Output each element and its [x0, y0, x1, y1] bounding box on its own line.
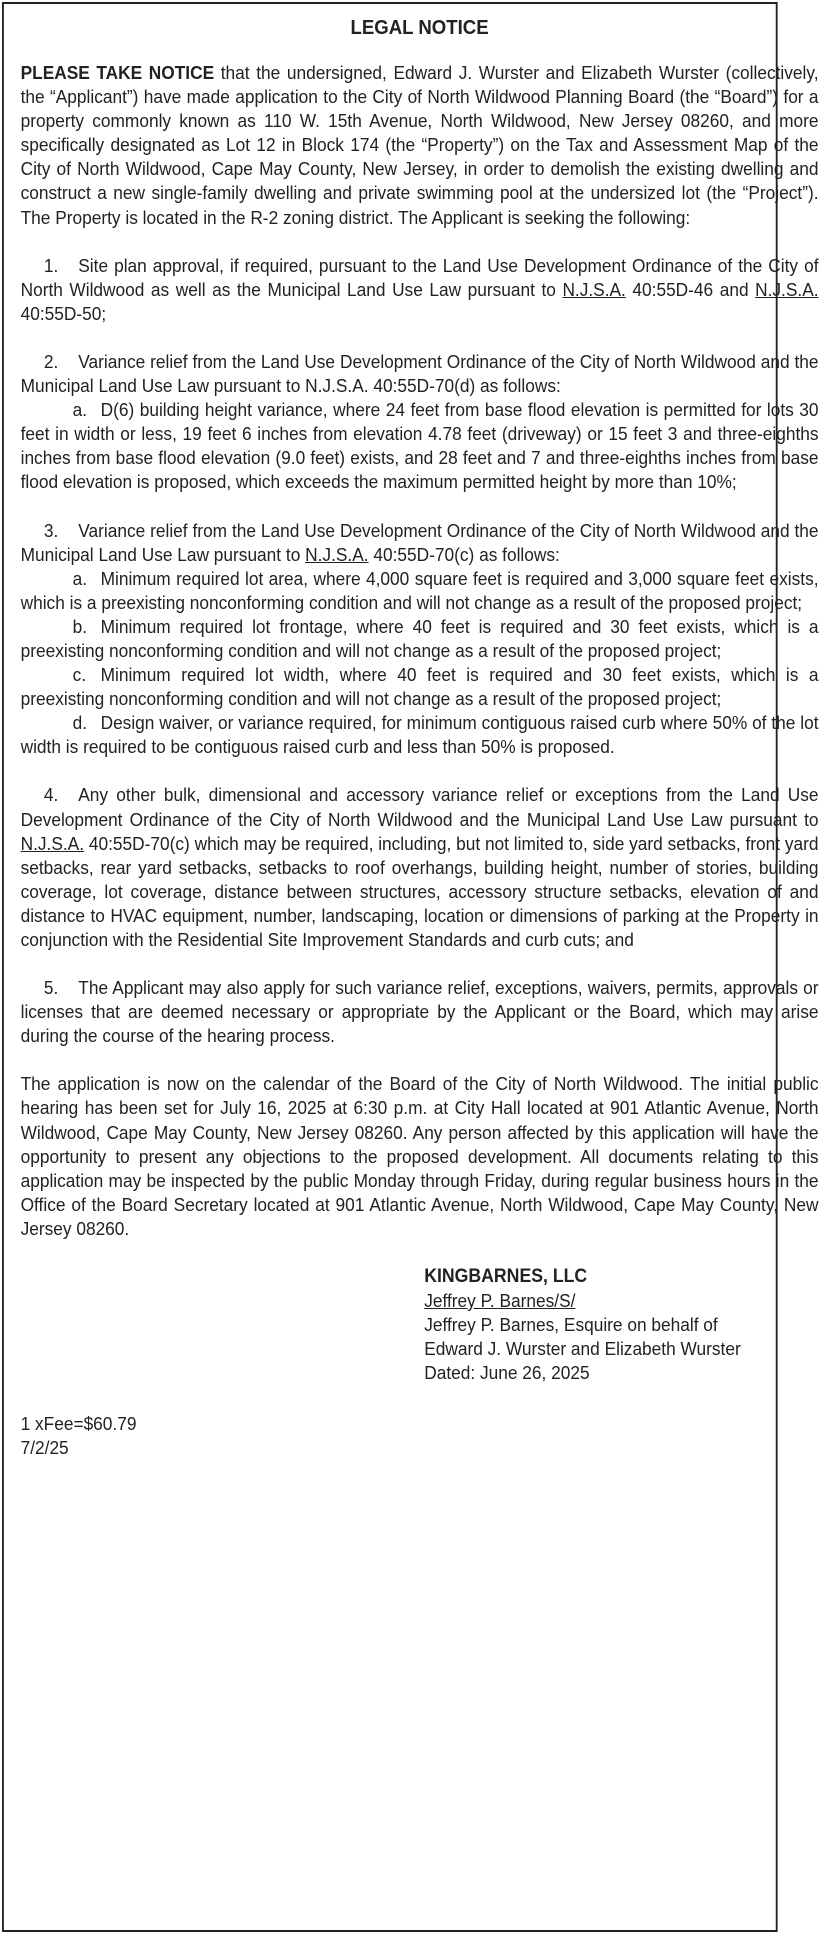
item-1-paragraph — [21, 254, 819, 326]
item-3-sub-d-text: Design waiver, or variance required, for minimum contiguous raised curb where 50% of the lot width is required to be contiguous raised curb and less than 50% is proposed. — [20, 712, 819, 758]
item-4-paragraph — [21, 783, 819, 952]
item-3 — [21, 519, 819, 760]
item-4-njsa: N.J.S.A. — [20, 832, 85, 854]
item-1-text-b: 40:55D-46 and — [625, 278, 756, 300]
item-1 — [21, 254, 819, 326]
item-4 — [21, 783, 819, 952]
item-3-number: 3. — [43, 519, 59, 541]
notice-body — [21, 15, 819, 1460]
signature-line-2: Edward J. Wurster and Elizabeth Wurster — [424, 1338, 741, 1360]
signature-block — [424, 1265, 818, 1385]
item-2-number: 2. — [43, 350, 59, 372]
item-1-njsa-2: N.J.S.A. — [755, 278, 819, 300]
footer-date: 7/2/25 — [20, 1436, 69, 1458]
item-2-text: Variance relief from the Land Use Development Ordinance of the City of North Wildwood and the Municipal Land Use Law pursuant to N.J.S.A. 40:55D-70(d) as follows: — [20, 350, 819, 397]
item-2-sub-a — [21, 398, 819, 494]
signature-line-1: Jeffrey P. Barnes, Esquire on behalf of — [424, 1314, 718, 1336]
item-3-sub-c — [21, 663, 819, 711]
item-2-sub-a-text: D(6) building height variance, where 24 feet from base flood elevation is permitted for lots 30 feet in width or less, 19 feet 6 inches from elevation 4.78 feet (driveway) or 15 feet 3 and three-eighths inches from base flood elevation (9.0 feet) exists, and 28 feet and 7 and three-eighths inches from base flood elevation is proposed, which exceeds the maximum permitted height by more than 10%; — [20, 399, 819, 493]
item-1-text-a: Site plan approval, if required, pursuant to the Land Use Development Ordinance of the City of North Wildwood as well as the Municipal Land Use Law pursuant to — [20, 254, 819, 300]
item-3-sub-b-letter: b. — [72, 615, 88, 637]
item-3-sub-a-text: Minimum required lot area, where 4,000 square feet is required and 3,000 square feet exists, which is a preexisting nonconforming condition and will not change as a result of the proposed project; — [20, 567, 819, 613]
item-2 — [21, 350, 819, 495]
item-3-sub-d — [21, 711, 819, 759]
item-3-sub-a-letter: a. — [72, 567, 88, 589]
item-3-text-a: Variance relief from the Land Use Development Ordinance of the City of North Wildwood and the Municipal Land Use Law pursuant to — [20, 519, 819, 565]
item-3-sub-c-text: Minimum required lot width, where 40 feet is required and 30 feet exists, which is a preexisting nonconforming condition and will not change as a result of the proposed project; — [20, 664, 819, 710]
item-3-sub-c-letter: c. — [72, 664, 87, 686]
signature-firm: KINGBARNES, LLC — [424, 1266, 588, 1288]
item-5-number: 5. — [43, 977, 59, 999]
item-3-sub-b — [21, 615, 819, 663]
item-1-njsa-1: N.J.S.A. — [562, 278, 626, 300]
item-4-text-a: Any other bulk, dimensional and accessory variance relief or exceptions from the Land Use Development Ordinance of the City of North Wildwood and the Municipal Land Use Law pursuant to — [20, 784, 819, 830]
item-3-njsa: N.J.S.A. — [305, 543, 369, 565]
item-5-paragraph — [21, 976, 819, 1048]
item-3-sub-d-letter: d. — [72, 712, 88, 734]
item-4-text-b: 40:55D-70(c) which may be required, including, but not limited to, side yard setbacks, front yard setbacks, rear yard setbacks, setbacks to roof overhangs, building height, number of stories, building coverage, lot coverage, distance between structures, accessory structure setbacks, elevation of and distance to HVAC equipment, number, landscaping, location or dimensions of parking at the Property in conjunction with the Residential Site Improvement Standards and curb cuts; and — [20, 832, 819, 950]
item-1-text-c: 40:55D-50; — [20, 302, 107, 324]
item-1-number: 1. — [43, 254, 59, 276]
item-2-paragraph — [21, 350, 819, 398]
item-3-paragraph — [21, 519, 819, 567]
footer — [21, 1412, 819, 1460]
item-3-sub-a — [21, 567, 819, 615]
footer-fee: 1 xFee=$60.79 — [20, 1412, 137, 1434]
item-3-sub-b-text: Minimum required lot frontage, where 40 feet is required and 30 feet exists, which is a preexisting nonconforming condition and will not change as a result of the proposed project; — [20, 615, 819, 661]
item-5-text: The Applicant may also apply for such variance relief, exceptions, waivers, permits, approvals or licenses that are deemed necessary or appropriate by the Applicant or the Board, which may arise during the course of the hearing process. — [20, 977, 819, 1047]
item-4-number: 4. — [43, 784, 59, 806]
notice-title: LEGAL NOTICE — [350, 17, 489, 39]
intro-lead: PLEASE TAKE NOTICE — [20, 62, 215, 83]
closing-paragraph: The application is now on the calendar of the Board of the City of North Wildwood. The initial public hearing has been set for July 16, 2025 at 6:30 p.m. at City Hall located at 901 Atlantic Avenue, North Wildwood, Cape May County, New Jersey 08260. Any person affected by this application will have the opportunity to present any objections to the proposed development. All documents relating to this application may be inspected by the public Monday through Friday, during regular business hours in the Office of the Board Secretary located at 901 Atlantic Avenue, North Wildwood, Cape May County, New Jersey 08260. — [20, 1073, 819, 1239]
item-2-sub-a-letter: a. — [72, 399, 88, 421]
item-5 — [21, 976, 819, 1048]
signature-slash: Jeffrey P. Barnes/S/ — [424, 1290, 576, 1312]
signature-dated: Dated: June 26, 2025 — [424, 1362, 590, 1384]
item-3-text-b: 40:55D-70(c) as follows: — [368, 543, 560, 565]
intro-text: that the undersigned, Edward J. Wurster and Elizabeth Wurster (collectively, the “Applicant”) have made application to the City of North Wildwood Planning Board (the “Board”) for a property commonly known as 110 W. 15th Avenue, North Wildwood, New Jersey 08260, and more specifically designated as Lot 12 in Block 174 (the “Property”) on the Tax and Assessment Map of the City of North Wildwood, Cape May County, New Jersey, in order to demolish the existing dwelling and construct a new single-family dwelling and private swimming pool at the undersized lot (the “Project”). The Property is located in the R-2 zoning district. The Applicant is seeking the following: — [20, 62, 819, 228]
intro-paragraph — [21, 61, 819, 230]
legal-notice-page — [2, 2, 819, 1932]
